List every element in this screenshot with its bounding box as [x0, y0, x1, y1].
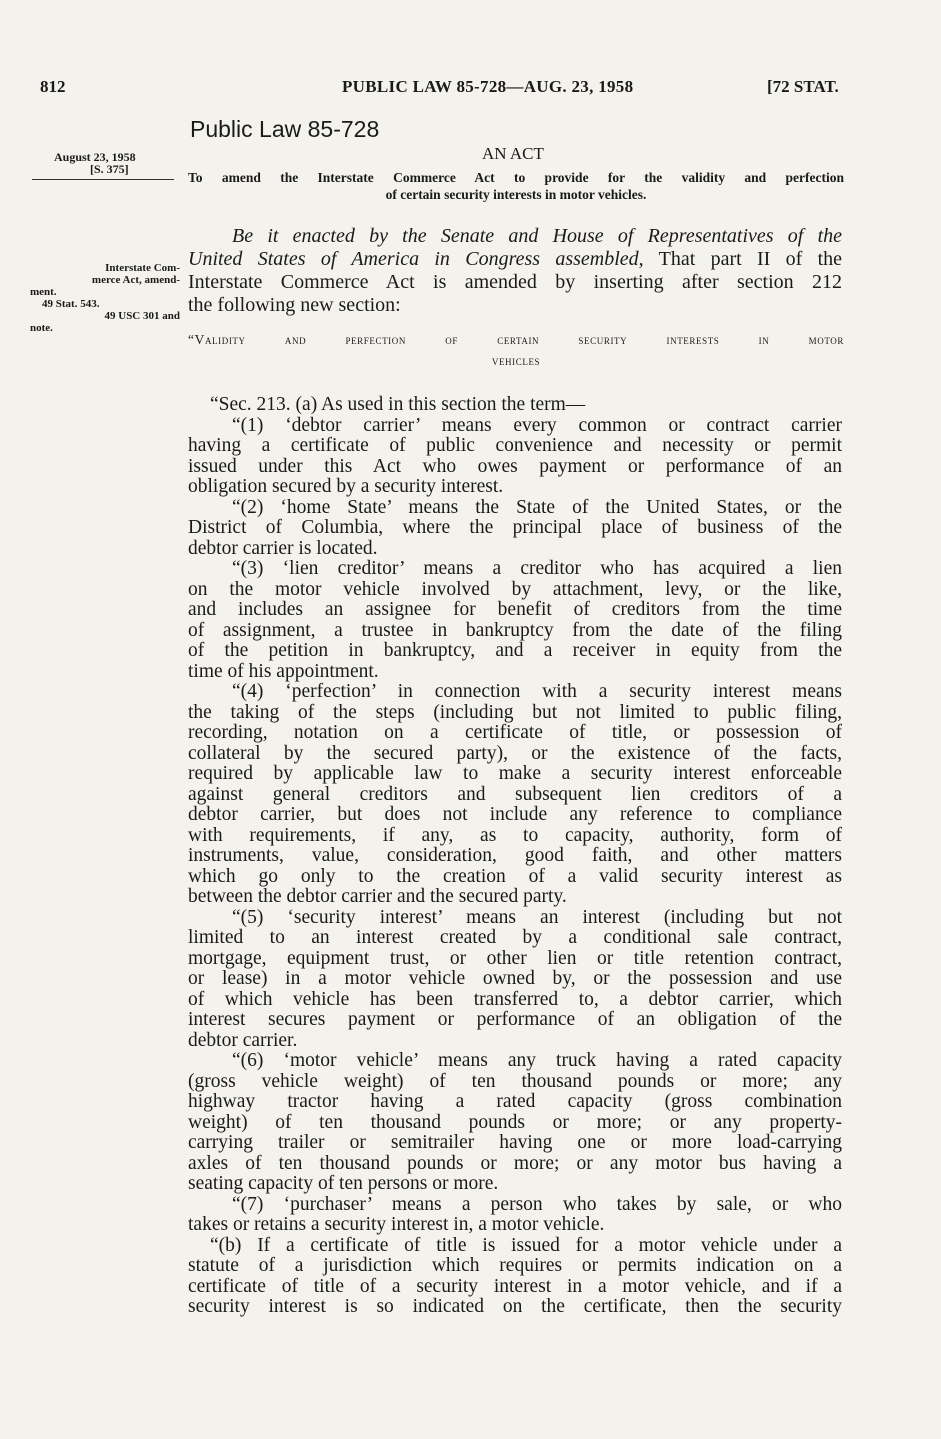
margin-note-line: 49 USC 301 and [104, 310, 180, 322]
section-line: District of Columbia, where the principal place of business of the [188, 517, 842, 538]
section-line: (gross vehicle weight) of ten thousand pounds or more; any [188, 1070, 842, 1092]
section-line: debtor carrier is located. [188, 537, 378, 559]
section-line: collateral by the secured party), or the existence of the facts, [188, 742, 842, 764]
enacting-text: That part II of the [643, 248, 843, 270]
section-line: seating capacity of ten persons or more. [188, 1173, 499, 1194]
section-line: recording, notation on a certificate of title, or possession of [188, 722, 842, 743]
enacting-line: Interstate Commerce Act is amended by inserting after section 212 [188, 271, 842, 293]
statute-reference: [72 STAT. [767, 77, 839, 96]
section-line: “(3) ‘lien creditor’ means a creditor who has acquired a lien [232, 558, 842, 579]
section-line: issued under this Act who owes payment or performance of an [188, 455, 842, 477]
date-rule-divider [32, 179, 174, 180]
section-line: takes or retains a security interest in, a motor vehicle. [188, 1214, 605, 1235]
page-header [40, 77, 843, 101]
section-line: against general creditors and subsequent lien creditors of a [188, 783, 842, 805]
section-line: “(1) ‘debtor carrier’ means every common or contract carrier [232, 414, 842, 436]
section-line: “(b) If a certificate of title is issued for a motor vehicle under a [210, 1234, 842, 1256]
section-line: “(6) ‘motor vehicle’ means any truck having a rated capacity [232, 1050, 842, 1071]
margin-notes [30, 262, 180, 334]
section-line: and includes an assignee for benefit of creditors from the time [188, 599, 842, 620]
margin-note-line: 49 Stat. 543. [42, 298, 100, 310]
section-line: of which vehicle has been transferred to, a debtor carrier, which [188, 988, 842, 1010]
section-line: which go only to the creation of a valid security interest as [188, 865, 842, 887]
section-line: “(2) ‘home State’ means the State of the United States, or the [232, 496, 842, 518]
public-law-title: Public Law 85-728 [190, 116, 380, 142]
section-line: limited to an interest created by a conditional sale contract, [188, 927, 842, 948]
section-line: the taking of the steps (including but not limited to public filing, [188, 701, 842, 723]
section-line: debtor carrier. [188, 1029, 298, 1051]
section-line: security interest is so indicated on the certificate, then the security [188, 1296, 842, 1317]
enacting-italic: Be it enacted by the Senate and House of Representatives of the [232, 225, 842, 247]
section-line: of the petition in bankruptcy, and a receiver in equity from the [188, 640, 842, 661]
section-line: obligation secured by a security interest. [188, 476, 504, 497]
act-heading: AN ACT [482, 144, 544, 163]
enacting-italic: United States of America in Congress assembled, [188, 248, 644, 270]
section-line: “(4) ‘perfection’ in connection with a security interest means [232, 681, 842, 702]
section-line: having a certificate of public convenience and necessity or permit [188, 435, 842, 456]
enactment-date: August 23, 1958 [54, 150, 136, 164]
section-heading-line: vehicles [491, 353, 541, 368]
section-line: axles of ten thousand pounds or more; or any motor bus having a [188, 1152, 842, 1174]
section-line: “(5) ‘security interest’ means an interest (including but not [232, 906, 842, 928]
section-line: “(7) ‘purchaser’ means a person who takes by sale, or who [232, 1193, 842, 1215]
section-line: statute of a jurisdiction which requires or permits indication on a [188, 1255, 842, 1276]
section-line: on the motor vehicle involved by attachment, levy, or the like, [188, 578, 842, 600]
margin-note-line: note. [30, 322, 53, 334]
section-line: debtor carrier, but does not include any reference to compliance [188, 804, 842, 825]
page-number: 812 [40, 77, 66, 96]
section-heading [188, 329, 844, 371]
section-line: of assignment, a trustee in bankruptcy from the date of the filing [188, 619, 842, 641]
bill-number: [S. 375] [90, 162, 129, 176]
margin-note-line: ment. [30, 286, 57, 298]
section-line: or lease) in a motor vehicle owned by, or the possession and use [188, 968, 842, 989]
date-margin-note [54, 151, 136, 175]
section-line: weight) of ten thousand pounds or more; or any property- [188, 1111, 842, 1133]
section-line: mortgage, equipment trust, or other lien or title retention contract, [188, 947, 842, 969]
section-line: “Sec. 213. (a) As used in this section the term— [210, 394, 586, 415]
act-description [188, 169, 844, 203]
section-line: certificate of title of a security interest in a motor vehicle, and if a [188, 1275, 842, 1297]
margin-note-line: merce Act, amend- [91, 274, 180, 286]
section-line: interest secures payment or performance of an obligation of the [188, 1009, 842, 1030]
section-line: highway tractor having a rated capacity (gross combination [188, 1091, 842, 1112]
section-line: instruments, value, consideration, good faith, and other matters [188, 845, 842, 866]
section-line: required by applicable law to make a security interest enforceable [188, 763, 842, 784]
section-line: time of his appointment. [188, 660, 379, 682]
section-line: between the debtor carrier and the secured party. [188, 886, 567, 907]
section-body [188, 395, 842, 1318]
section-line: with requirements, if any, as to capacity, authority, form of [188, 824, 842, 846]
running-head: PUBLIC LAW 85-728—AUG. 23, 1958 [342, 77, 634, 96]
enacting-line [188, 248, 842, 271]
act-description-line: of certain security interests in motor vehicles. [385, 187, 647, 202]
enacting-clause [188, 225, 842, 317]
enacting-line: the following new section: [188, 294, 401, 316]
enacting-line [188, 225, 842, 248]
section-line: carrying trailer or semitrailer having one or more load-carrying [188, 1132, 842, 1153]
margin-note-line: Interstate Com- [105, 262, 180, 274]
act-description-line: To amend the Interstate Commerce Act to provide for the validity and perfection [188, 170, 844, 185]
section-heading-line: “Validity and perfection of certain security interests in motor [188, 332, 844, 347]
